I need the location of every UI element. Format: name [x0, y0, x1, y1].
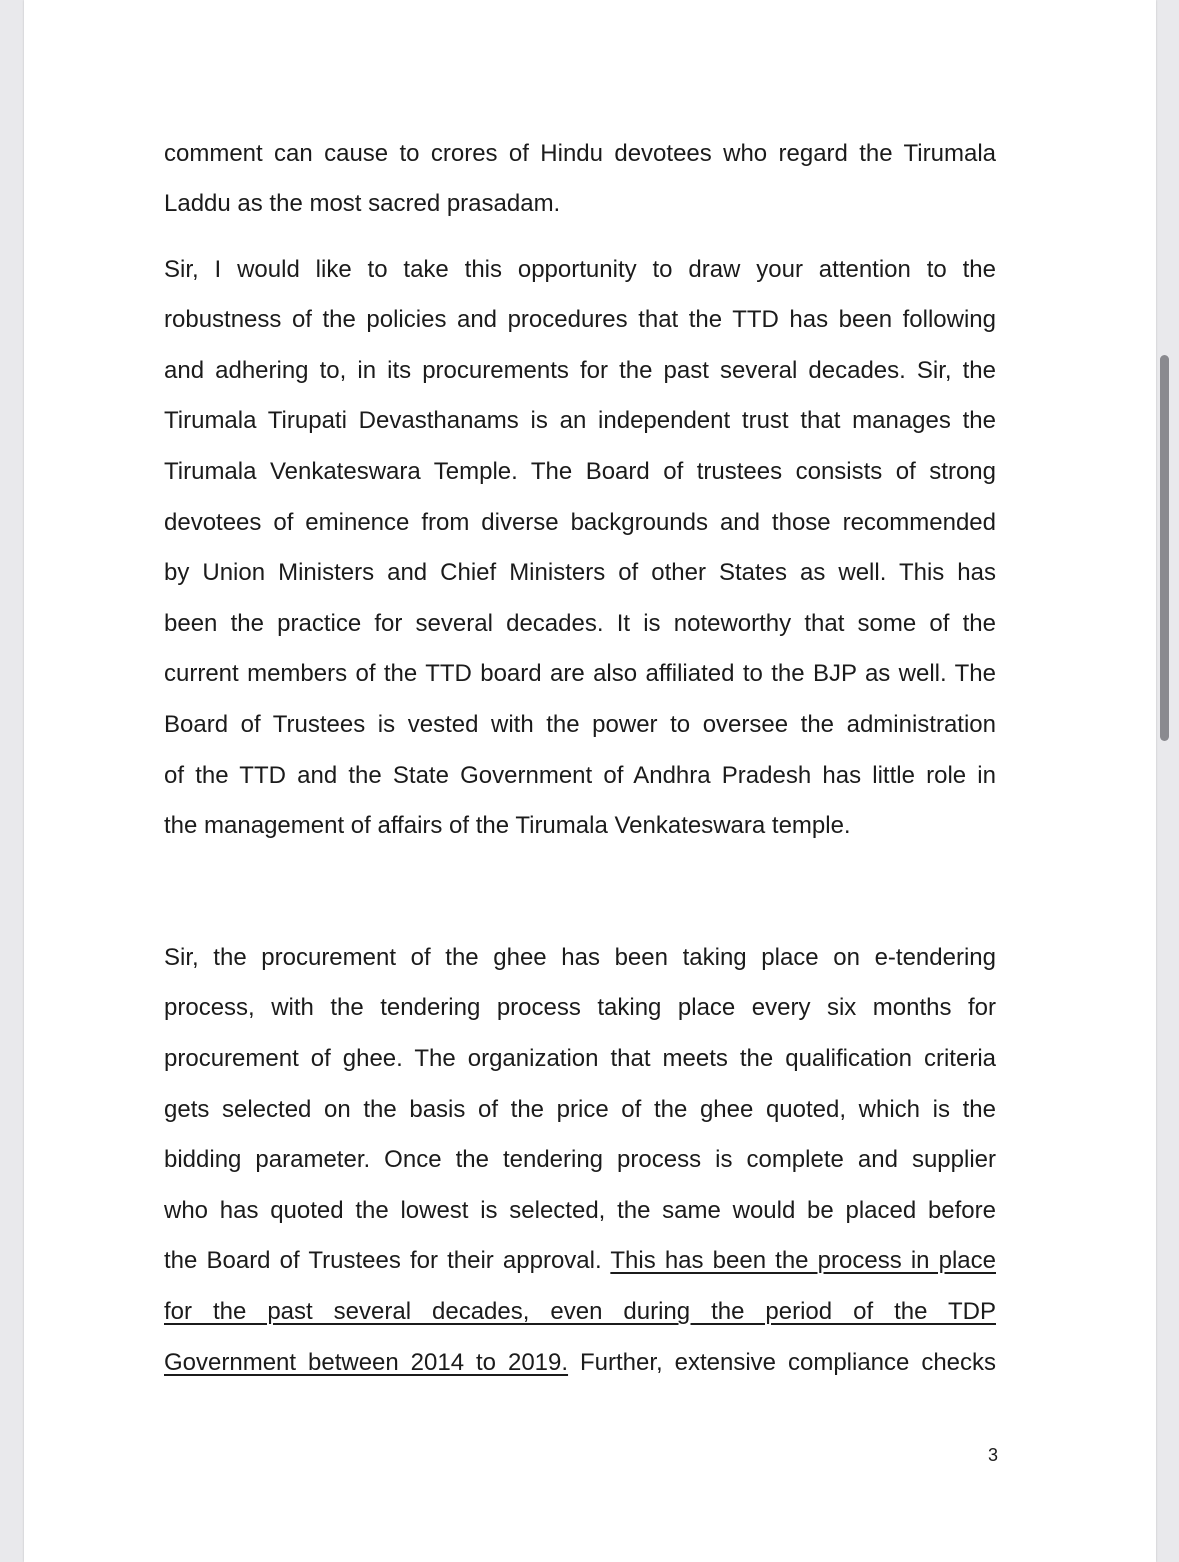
page-number: 3	[987, 1445, 998, 1465]
text-line: Board of Trustees is vested with the power to oversee the administration	[164, 711, 996, 738]
text-line: of the TTD and the State Government of Andhra Pradesh has little role in	[164, 762, 996, 789]
text-line: Tirumala Tirupati Devasthanams is an independent trust that manages the	[164, 407, 996, 434]
text-line: procurement of ghee. The organization that meets the qualification criteria	[164, 1045, 996, 1072]
underlined-text-line: for the past several decades, even during the period of the TDP	[164, 1298, 996, 1325]
text-line: current members of the TTD board are also affiliated to the BJP as well. The	[164, 660, 996, 687]
text-run: the Board of Trustees for their approval.	[164, 1247, 602, 1274]
text-line: robustness of the policies and procedures that the TTD has been following	[164, 306, 996, 333]
text-line: who has quoted the lowest is selected, the same would be placed before	[164, 1197, 996, 1224]
text-line: devotees of eminence from diverse backgrounds and those recommended	[164, 509, 996, 536]
text-line: Sir, I would like to take this opportunity to draw your attention to the	[164, 256, 996, 283]
text-line: by Union Ministers and Chief Ministers of other States as well. This has	[164, 559, 996, 586]
document-page	[24, 0, 1156, 1562]
text-line: Laddu as the most sacred prasadam.	[164, 190, 561, 217]
text-line: gets selected on the basis of the price of the ghee quoted, which is the	[164, 1096, 996, 1123]
text-line: Tirumala Venkateswara Temple. The Board of trustees consists of strong	[164, 458, 996, 485]
scrollbar-thumb[interactable]	[1160, 355, 1169, 741]
scrollbar-track[interactable]	[1158, 0, 1179, 1562]
text-line	[164, 1246, 996, 1276]
underlined-text-run: This has been the process in place	[610, 1247, 996, 1274]
text-line: Sir, the procurement of the ghee has been taking place on e-tendering	[164, 944, 996, 971]
text-line: process, with the tendering process taking place every six months for	[164, 994, 996, 1021]
text-line: the management of affairs of the Tirumala Venkateswara temple.	[164, 812, 851, 839]
text-line: comment can cause to crores of Hindu devotees who regard the Tirumala	[164, 140, 996, 167]
text-line: and adhering to, in its procurements for the past several decades. Sir, the	[164, 357, 996, 384]
text-run: Further, extensive compliance checks	[580, 1349, 996, 1376]
underlined-text-run: Government between 2014 to 2019.	[164, 1349, 569, 1376]
text-line: bidding parameter. Once the tendering process is complete and supplier	[164, 1146, 996, 1173]
text-line: been the practice for several decades. It is noteworthy that some of the	[164, 610, 996, 637]
text-line	[164, 1348, 996, 1378]
